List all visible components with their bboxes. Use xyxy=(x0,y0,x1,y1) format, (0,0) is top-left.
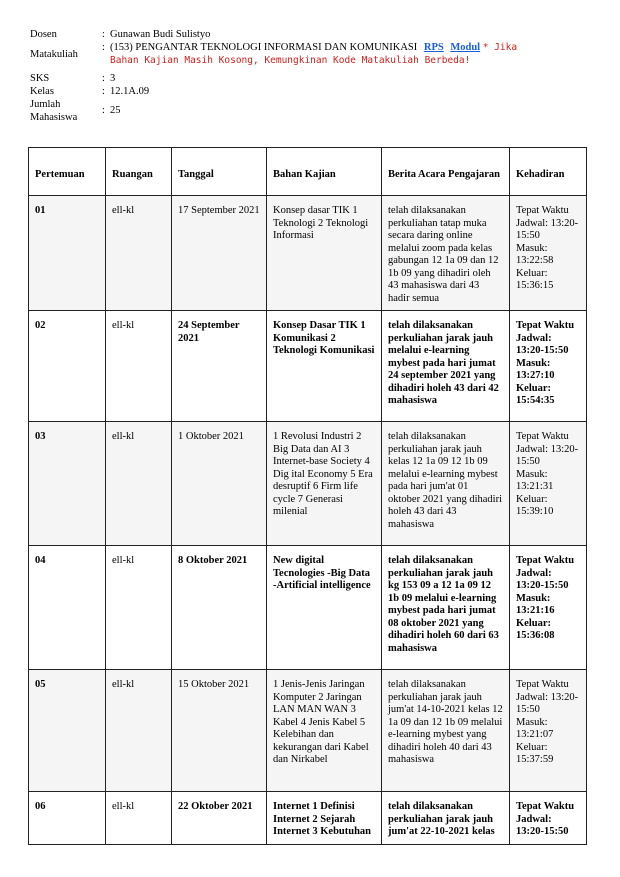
table-row xyxy=(29,311,587,422)
keluar: Keluar: 15:39:10 xyxy=(516,493,554,517)
cell-kehadiran xyxy=(510,196,587,311)
cell-pertemuan: 02 xyxy=(29,311,106,422)
rps-link[interactable]: RPS xyxy=(423,42,444,53)
cell-kehadiran xyxy=(510,792,587,845)
sks-label: SKS xyxy=(30,73,50,84)
jadwal: Jadwal: 13:20-15:50 xyxy=(516,567,569,591)
cell-bahan-kajian: 1 Revolusi Industri 2 Big Data dan AI 3 Internet-base Society 4 Dig ital Economy 5 Era desruptif 6 Firm life cycle 7 Generasi milenial xyxy=(267,422,382,546)
masuk: Masuk: 13:27:10 xyxy=(516,357,555,381)
cell-pertemuan: 06 xyxy=(29,792,106,845)
cell-kehadiran xyxy=(510,422,587,546)
cell-tanggal: 8 Oktober 2021 xyxy=(172,546,267,670)
cell-ruangan: ell-kl xyxy=(106,422,172,546)
matakuliah-value: (153) PENGANTAR TEKNOLOGI INFORMASI DAN KOMUNIKASI xyxy=(110,42,418,53)
jadwal: Jadwal: 13:20-15:50 xyxy=(516,217,579,241)
cell-tanggal: 15 Oktober 2021 xyxy=(172,670,267,792)
table-row xyxy=(29,422,587,546)
colon: : xyxy=(102,42,105,53)
masuk: Masuk: 13:21:16 xyxy=(516,592,555,616)
cell-pertemuan: 01 xyxy=(29,196,106,311)
colon: : xyxy=(102,105,105,116)
cell-bahan-kajian: New digital Tecnologies -Big Data -Artificial intelligence xyxy=(267,546,382,670)
col-header-pertemuan: Pertemuan xyxy=(29,148,106,196)
masuk: Masuk: 13:21:07 xyxy=(516,716,554,740)
colon: : xyxy=(102,86,105,97)
col-header-ruangan: Ruangan xyxy=(106,148,172,196)
cell-tanggal: 24 September 2021 xyxy=(172,311,267,422)
status: Tepat Waktu xyxy=(516,801,575,812)
cell-berita-acara: telah dilaksanakan perkuliahan jarak jauh kg 153 09 a 12 1a 09 12 1b 09 melalui e-learning mybest pada hari jumat 08 oktober 2021 yang dihadiri holeh 60 dari 63 mahasiswa xyxy=(382,546,510,670)
dosen-value: Gunawan Budi Sulistyo xyxy=(110,29,211,40)
dosen-row xyxy=(30,28,590,41)
cell-kehadiran xyxy=(510,311,587,422)
cell-berita-acara: telah dilaksanakan perkuliahan jarak jauh jum'at 22-10-2021 kelas xyxy=(382,792,510,845)
table-row xyxy=(29,670,587,792)
cell-bahan-kajian: Konsep dasar TIK 1 Teknologi 2 Teknologi Informasi xyxy=(267,196,382,311)
sks-value: 3 xyxy=(110,73,116,84)
matakuliah-row xyxy=(30,41,590,67)
cell-bahan-kajian: Konsep Dasar TIK 1 Komunikasi 2 Teknologi Komunikasi xyxy=(267,311,382,422)
cell-ruangan: ell-kl xyxy=(106,311,172,422)
cell-berita-acara: telah dilaksanakan perkuliahan jarak jauh kelas 12 1a 09 12 1b 09 melalui e-learning mybest pada hari jum'at 01 oktober 2021 yang dihadiri holeh 43 dari 43 mahasiswa xyxy=(382,422,510,546)
cell-tanggal: 17 September 2021 xyxy=(172,196,267,311)
jadwal: Jadwal: 13:20-15:50 xyxy=(516,443,579,467)
col-header-berita-acara: Berita Acara Pengajaran xyxy=(382,148,510,196)
cell-ruangan: ell-kl xyxy=(106,546,172,670)
cell-kehadiran xyxy=(510,670,587,792)
cell-ruangan: ell-kl xyxy=(106,792,172,845)
status: Tepat Waktu xyxy=(516,679,569,690)
matakuliah-label: Matakuliah xyxy=(30,49,78,60)
table-header-row xyxy=(29,148,587,196)
cell-tanggal: 1 Oktober 2021 xyxy=(172,422,267,546)
matakuliah-block xyxy=(110,41,590,67)
status: Tepat Waktu xyxy=(516,431,569,442)
sks-row xyxy=(30,72,590,85)
modul-link[interactable]: Modul xyxy=(450,42,481,53)
jumlah-label-line1: Jumlah xyxy=(30,99,61,110)
table-row xyxy=(29,546,587,670)
keluar: Keluar: 15:37:59 xyxy=(516,741,554,765)
col-header-kehadiran: Kehadiran xyxy=(510,148,587,196)
meeting-table xyxy=(28,147,587,845)
cell-pertemuan: 04 xyxy=(29,546,106,670)
keluar: Keluar: 15:36:15 xyxy=(516,267,554,291)
jadwal: Jadwal: 13:20-15:50 xyxy=(516,813,569,837)
cell-bahan-kajian: 1 Jenis-Jenis Jaringan Komputer 2 Jaringan LAN MAN WAN 3 Kabel 4 Jenis Kabel 5 Kelebihan dan kekurangan dari Kabel dan Nirkabel xyxy=(267,670,382,792)
jadwal: Jadwal: 13:20-15:50 xyxy=(516,332,569,356)
cell-ruangan: ell-kl xyxy=(106,196,172,311)
cell-pertemuan: 03 xyxy=(29,422,106,546)
col-header-tanggal: Tanggal xyxy=(172,148,267,196)
masuk: Masuk: 13:21:31 xyxy=(516,468,554,492)
course-info xyxy=(30,28,590,124)
keluar: Keluar: 15:54:35 xyxy=(516,382,555,406)
cell-tanggal: 22 Oktober 2021 xyxy=(172,792,267,845)
cell-berita-acara: telah dilaksanakan perkuliahan jarak jauh jum'at 14-10-2021 kelas 12 1a 09 dan 12 1b 09 melalui e-learning mybest yang dihadiri holeh 40 dari 43 mahasiswa xyxy=(382,670,510,792)
jumlah-label-line2: Mahasiswa xyxy=(30,112,78,123)
status: Tepat Waktu xyxy=(516,555,575,566)
dosen-label: Dosen xyxy=(30,29,57,40)
kelas-row xyxy=(30,85,590,98)
jumlah-label xyxy=(30,98,102,124)
status: Tepat Waktu xyxy=(516,320,575,331)
warning-text-2: Bahan Kajian Masih Kosong, Kemungkinan Kode Matakuliah Berbeda! xyxy=(110,55,471,66)
colon: : xyxy=(102,73,105,84)
table-row xyxy=(29,196,587,311)
warning-text-1: * Jika xyxy=(482,42,518,53)
cell-pertemuan: 05 xyxy=(29,670,106,792)
status: Tepat Waktu xyxy=(516,205,569,216)
kelas-value: 12.1A.09 xyxy=(110,86,150,97)
cell-kehadiran xyxy=(510,546,587,670)
cell-berita-acara: telah dilaksanakan perkuliahan tatap muka secara daring online melalui zoom pada kelas gabungan 12 1a 09 dan 12 1b 09 yang dihadiri oleh 43 mahasiswa dari 43 hadir semua xyxy=(382,196,510,311)
jumlah-value: 25 xyxy=(110,105,121,116)
cell-berita-acara: telah dilaksanakan perkuliahan jarak jauh melalui e-learning mybest pada hari jumat 24 september 2021 yang dihadiri holeh 43 dari 42 mahasiswa xyxy=(382,311,510,422)
jumlah-row xyxy=(30,98,590,124)
keluar: Keluar: 15:36:08 xyxy=(516,617,555,641)
cell-ruangan: ell-kl xyxy=(106,670,172,792)
colon: : xyxy=(102,29,105,40)
cell-bahan-kajian: Internet 1 Definisi Internet 2 Sejarah Internet 3 Kebutuhan xyxy=(267,792,382,845)
masuk: Masuk: 13:22:58 xyxy=(516,242,554,266)
col-header-bahan-kajian: Bahan Kajian xyxy=(267,148,382,196)
jadwal: Jadwal: 13:20-15:50 xyxy=(516,691,579,715)
kelas-label: Kelas xyxy=(30,86,54,97)
table-row xyxy=(29,792,587,845)
